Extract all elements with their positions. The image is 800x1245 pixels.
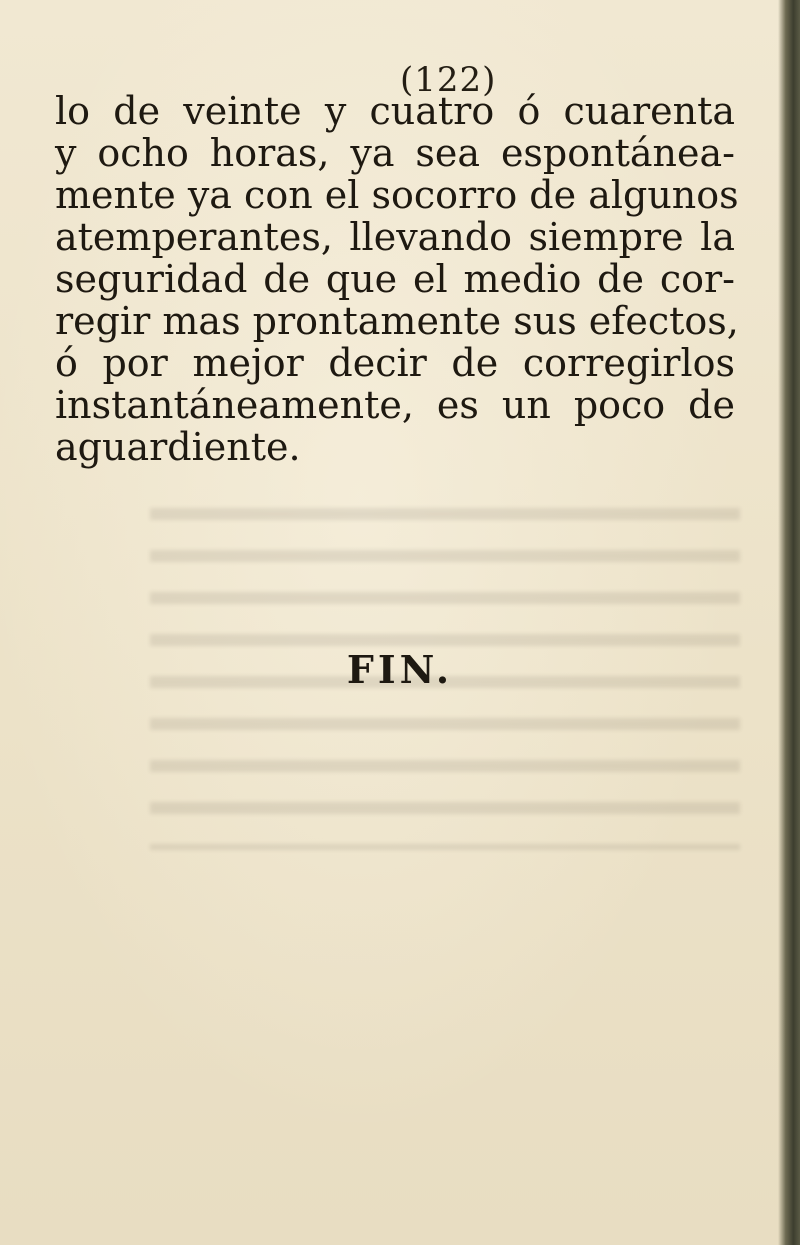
text-line: atemperantes, llevando siempre la	[55, 215, 735, 259]
text-line: ó por mejor decir de corregirlos	[55, 341, 735, 385]
page-number: (122)	[400, 60, 497, 100]
text-line: seguridad de que el medio de cor-	[55, 257, 735, 301]
text-line-last: aguardiente.	[55, 425, 301, 469]
text-line: lo de veinte y cuatro ó cuarenta	[55, 89, 735, 133]
binding-edge	[778, 0, 800, 1245]
text-line: mente ya con el socorro de algunos	[55, 173, 739, 217]
text-line: y ocho horas, ya sea espontánea-	[55, 131, 735, 175]
text-line: instantáneamente, es un poco de	[55, 383, 735, 427]
closing-fin: FIN.	[346, 647, 454, 692]
body-text	[55, 89, 739, 469]
text-line: regir mas prontamente sus efectos,	[55, 299, 739, 343]
